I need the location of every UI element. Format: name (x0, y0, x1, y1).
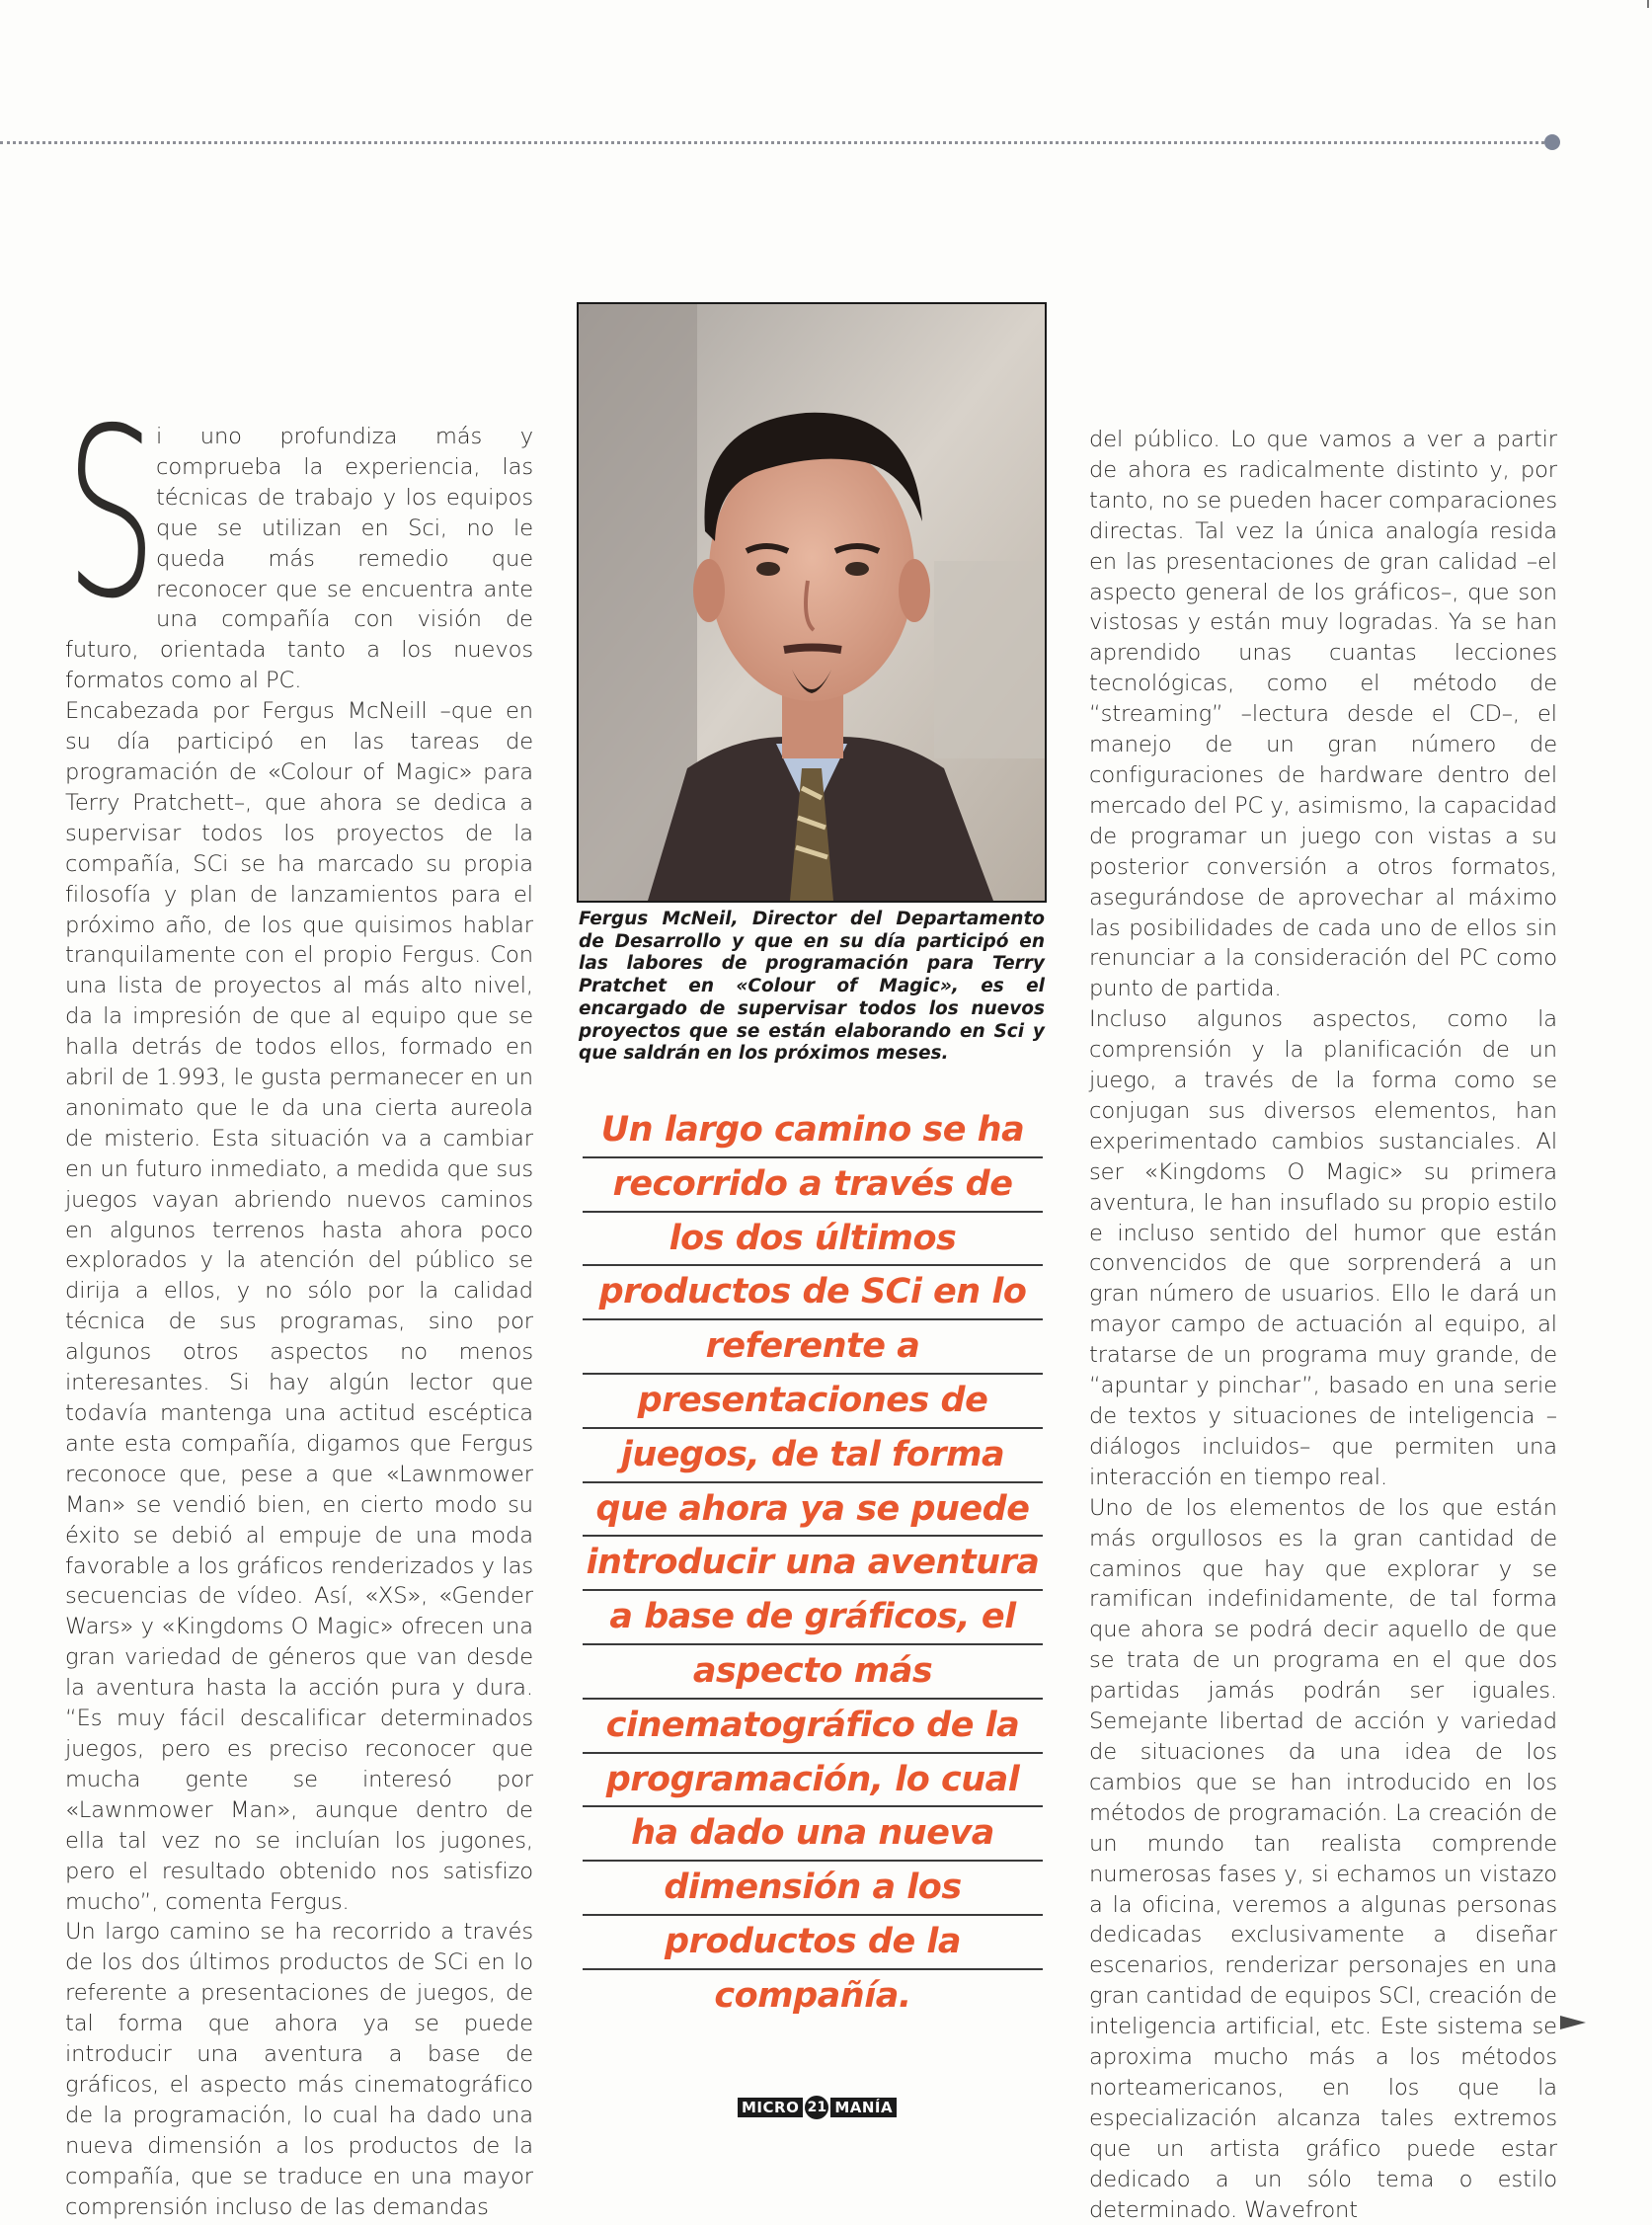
portrait-illustration (579, 304, 1045, 901)
pull-quote-line: Un largo camino se ha (583, 1104, 1043, 1158)
pull-quote-line: productos de la (583, 1916, 1043, 1970)
pull-quote-line: introducir una aventura (583, 1537, 1043, 1591)
left-paragraph-3: Un largo camino se ha recorrido a través de los dos últimos productos de SCi en lo referente a presentaciones de juegos, de tal forma que ahora ya se puede introducir una aventura a base de gráficos, el aspecto más cinematográfico de la programación, lo cual ha dado una nueva dimensión a los productos de la compañía, que se traduce en una mayor comprensión incluso de las demandas (65, 1919, 533, 2220)
pull-quote-line: compañía. (714, 1975, 911, 2016)
right-paragraph-2: Incluso algunos aspectos, como la comprensión y la planificación de un juego, a través de la forma como se conjugan sus diversos elementos, han experimentado cambios sustanciales. Al ser «Kingdoms O Magic» su primera aventura, le han insuflado su propio estilo e incluso sentido del humor que están convencidos de que sorprenderá a un gran número de usuarios. Ello le dará un mayor campo de actuación al equipo, al tratarse de un programa muy grande, de “apuntar y pinchar”, basado en una serie de textos y situaciones de inteligencia –diálogos incluidos– que permiten una interacción en tiempo real. (1089, 1006, 1557, 1490)
pull-quote-line: los dos últimos (583, 1213, 1043, 1267)
article-column-right (1089, 425, 1557, 2225)
right-paragraph-1: del público. Lo que vamos a ver a partir de ahora es radicalmente distinto y, por tanto, no se pueden hacer comparaciones directas. Tal vez la única analogía resida en las presentaciones de gran calidad –el aspecto general de los gráficos–, que son vistosas y están muy logradas. Ya se han aprendido unas cuantas lecciones tecnológicas, como el método de “streaming” –lectura desde el CD–, el manejo de un gran número de configuraciones de hardware dentro del mercado del PC y, asimismo, la capacidad de programar un juego con vistas a su posterior conversión a otros formatos, asegurándose de aprovechar al máximo las posibilidades de cada uno de ellos sin renunciar a la consideración del PC como punto de partida. (1089, 427, 1557, 1002)
portrait-photo (577, 302, 1047, 903)
pull-quote-line: juegos, de tal forma (583, 1429, 1043, 1483)
page-number: 21 (805, 2096, 828, 2119)
left-paragraph-1: i uno profundiza más y comprueba la experiencia, las técnicas de trabajo y los equipos que se utilizan en Sci, no le queda más remedio que reconocer que se encuentra ante una compañía con visión de futuro, orientada tanto a los nuevos formatos como al PC. (65, 424, 533, 694)
rule-end-dot-icon (1544, 134, 1560, 150)
pull-quote-line: a base de gráficos, el (583, 1591, 1043, 1645)
footer-brand-right: MANÍA (830, 2098, 897, 2117)
page-footer (738, 2097, 897, 2118)
top-dotted-rule (0, 141, 1550, 144)
drop-cap: S (65, 378, 157, 650)
left-paragraph-2: Encabezada por Fergus McNeill –que en su día participó en las tareas de programación de «Colour of Magic» para Terry Pratchett–, que ahora se dedica a supervisar todos los proyectos de la compañía, SCi se ha marcado su propia filosofía y plan de lanzamientos para el próximo año, de los que quisimos hablar tranquilamente con el propio Fergus. Con una lista de proyectos al más alto nivel, da la impresión de que al equipo que se halla detrás de todos ellos, formado en abril de 1.993, le gusta permanecer en un anonimato que le da una cierta aureola de misterio. Esta situación va a cambiar en un futuro inmediato, a medida que sus juegos vayan abriendo nuevos caminos en algunos terrenos hasta ahora poco explorados y la atención del público se dirija a ellos, y no sólo por la calidad técnica de sus programas, sino por algunos otros aspectos no menos interesantes. Si hay algún lector que todavía mantenga una actitud escéptica ante esta compañía, digamos que Fergus reconoce que, pese a que «Lawnmower Man» se vendió bien, en cierto modo su éxito se debió al empuje de una moda favorable a los gráficos renderizados y las secuencias de vídeo. Así, «XS», «Gender Wars» y «Kingdoms O Magic» ofrecen una gran variedad de géneros que van desde la aventura hasta la acción pura y dura. “Es muy fácil descalificar determinados juegos, pero es preciso reconocer que mucha gente se interesó por «Lawnmower Man», aunque dentro de ella tal vez no se incluían los jugones, pero el resultado obtenido nos satisfizo mucho”, comenta Fergus. (65, 698, 533, 1915)
pull-quote (583, 1104, 1043, 2023)
pull-quote-line: aspecto más (583, 1645, 1043, 1700)
pull-quote-line: presentaciones de (583, 1375, 1043, 1429)
pull-quote-line: recorrido a través de (583, 1158, 1043, 1213)
photo-caption: Fergus McNeil, Director del Departamento de Desarrollo y que en su día participó en las labores de programación para Terry Pratchet en «Colour of Magic», es el encargado de supervisar todos los nuevos proyectos que se están elaborando en Sci y que saldrán en los próximos meses. (579, 909, 1045, 1065)
footer-brand-left: MICRO (738, 2098, 803, 2117)
right-paragraph-3: Uno de los elementos de los que están más orgullosos es la gran cantidad de caminos que hay que explorar y se ramifican indefinidamente, de tal forma que ahora se podrá decir aquello de que se trata de un programa en el que dos partidas jamás podrán ser iguales. Semejante libertad de acción y variedad de situaciones da una idea de los cambios que se han introducido en los métodos de programación. La creación de un mundo tan realista comprende numerosas fases y, si echamos un vistazo a la oficina, veremos a algunas personas dedicadas exclusivamente a diseñar escenarios, renderizar personajes en una gran cantidad de equipos SCI, creación de inteligencia artificial, etc. Este sistema se aproxima mucho más a los métodos norteamericanos, en los que la especialización alcanza tales extremos que un artista gráfico puede estar dedicado a un sólo tema o estilo determinado. Wavefront (1089, 1494, 1557, 2223)
pull-quote-line: ha dado una nueva (583, 1807, 1043, 1862)
continue-arrow-icon (1560, 2016, 1586, 2029)
page-edge-mark (1647, 0, 1649, 8)
pull-quote-line: que ahora ya se puede (583, 1483, 1043, 1538)
pull-quote-line: dimensión a los (583, 1862, 1043, 1916)
article-column-left (65, 378, 533, 2222)
pull-quote-line: referente a (583, 1320, 1043, 1375)
pull-quote-line: productos de SCi en lo (583, 1266, 1043, 1320)
pull-quote-line: programación, lo cual (583, 1754, 1043, 1808)
pull-quote-line: cinematográfico de la (583, 1700, 1043, 1754)
